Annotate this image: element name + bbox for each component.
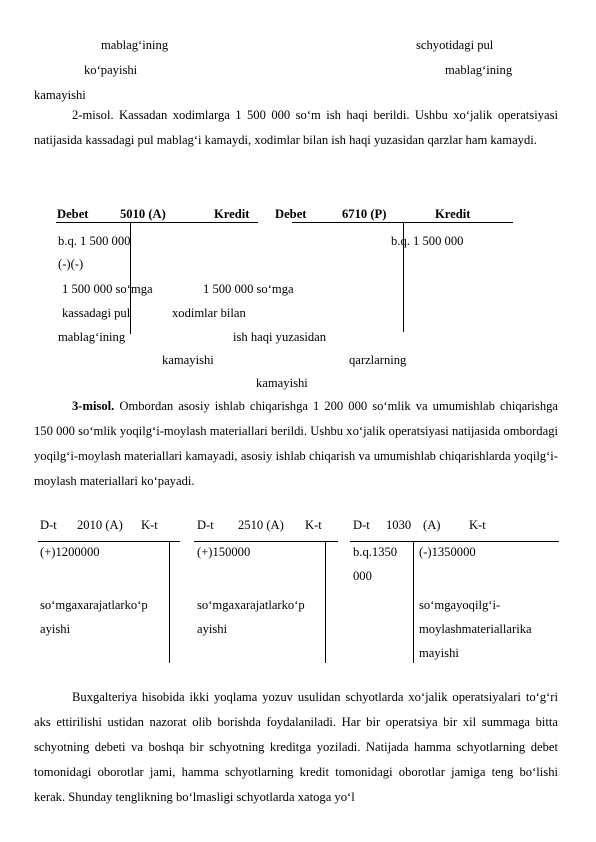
t2-account: 2510 (A) [238,518,284,532]
t3-kt: K-t [469,518,486,532]
top-left-line3: kamayishi [34,88,86,102]
mablagining: mablag‘ining [58,330,126,344]
t3-desc2: moylashmateriallarika [419,622,532,636]
t2-hline [194,541,338,542]
qarzlarning: qarzlarning [349,353,407,367]
debit-amount: 1 500 000 so‘mga [62,282,153,296]
t-debet-2: Debet [275,207,307,221]
t-account-6710: 6710 (P) [342,207,387,221]
t1-desc1: so‘mgaxarajatlarko‘p [40,598,148,612]
bq-6710: b.q. 1 500 000 [391,234,464,248]
t2-desc2: ayishi [197,622,228,636]
misol3-label: 3-misol. [72,399,115,413]
t-kredit-1: Kredit [214,207,250,221]
t2-kt: K-t [305,518,322,532]
top-left-line2: ko‘payishi [84,63,138,77]
final-paragraph: Buxgalteriya hisobida ikki yoqlama yozuv usulidan schyotlarda xo‘jalik operatsiyalari to‘g‘ri aks ettirilishi ustidan nazorat olib borishda foydalaniladi. Har bir operatsiya bir xil summaga bitta schyotning debeti va boshqa bir schyotning kreditga yoziladi. Natijada hamma schyotlarning debet tomonidagi oborotlar jami, hamma schyotlarning kredit tomonidagi oborotlar jamiga teng bo‘lishi kerak. Shunday tenglikning bo‘lmasligi schyotlarda xatoga yo‘l [34,690,558,804]
misol2-paragraph: 2-misol. Kassadan xodimlarga 1 500 000 so‘m ish haqi berildi. Ushbu xo‘jalik operatsiyasi natijasida kassadagi pul mablag‘i kamaydi, xodimlar bilan ish haqi yuzasidan qarzlar ham kamaydi. [34,108,558,147]
t-debet-1: Debet [57,207,89,221]
t3-account-type: (A) [423,518,441,532]
top-left-line1: mablag‘ining [101,38,169,52]
t1-kt: K-t [141,518,158,532]
kassadagi-pul: kassadagi pul [62,306,131,320]
top-right-line1: schyotidagi pul [416,38,494,52]
t3-desc3: mayishi [419,646,459,660]
t1-amount: (+)1200000 [40,545,100,559]
t3-vline [413,541,414,663]
ish-haqi-yuzasidan: ish haqi yuzasidan [233,330,327,344]
credit-amount: 1 500 000 so‘mga [203,282,294,296]
t3-amount: (-)1350000 [419,545,476,559]
minus-markers: (-)(-) [58,257,84,271]
xodimlar-bilan: xodimlar bilan [172,306,246,320]
t3-bq2: 000 [353,569,372,583]
t1-dt: D-t [40,518,57,532]
t-hline-1 [56,222,258,223]
kamayishi-1: kamayishi [162,353,214,367]
t2-vline [325,541,326,663]
misol3-paragraph [34,394,558,494]
kamayishi-2: kamayishi [256,376,308,390]
t1-vline [169,541,170,663]
t1-hline [38,541,180,542]
t3-desc1: so‘mgayoqilg‘i- [419,598,501,612]
t-kredit-2: Kredit [435,207,471,221]
t1-desc2: ayishi [40,622,71,636]
t3-dt: D-t [353,518,370,532]
t2-amount: (+)150000 [197,545,251,559]
misol3-text: Ombordan asosiy ishlab chiqarishga 1 200 000 so‘mlik va umumishlab chiqarishga 150 000 so‘mlik yoqilg‘i-moylash materiallari berildi. Ushbu xo‘jalik operatsiyasi natijasida ombordagi yoqilg‘i-moylash materiallari kamayadi, asosiy ishlab chiqarish va umumishlab chiqarishlarda yoqilg‘i-moylash materiallari ko‘payadi. [34,399,558,488]
t3-bq1: b.q.1350 [353,545,398,559]
bq-5010: b.q. 1 500 000 [58,234,131,248]
top-right-line2: mablag‘ining [445,63,513,77]
t3-hline [350,541,559,542]
t2-desc1: so‘mgaxarajatlarko‘p [197,598,305,612]
t3-account: 1030 [386,518,412,532]
t-account-5010: 5010 (A) [120,207,166,221]
t1-account: 2010 (A) [77,518,123,532]
t2-dt: D-t [197,518,214,532]
